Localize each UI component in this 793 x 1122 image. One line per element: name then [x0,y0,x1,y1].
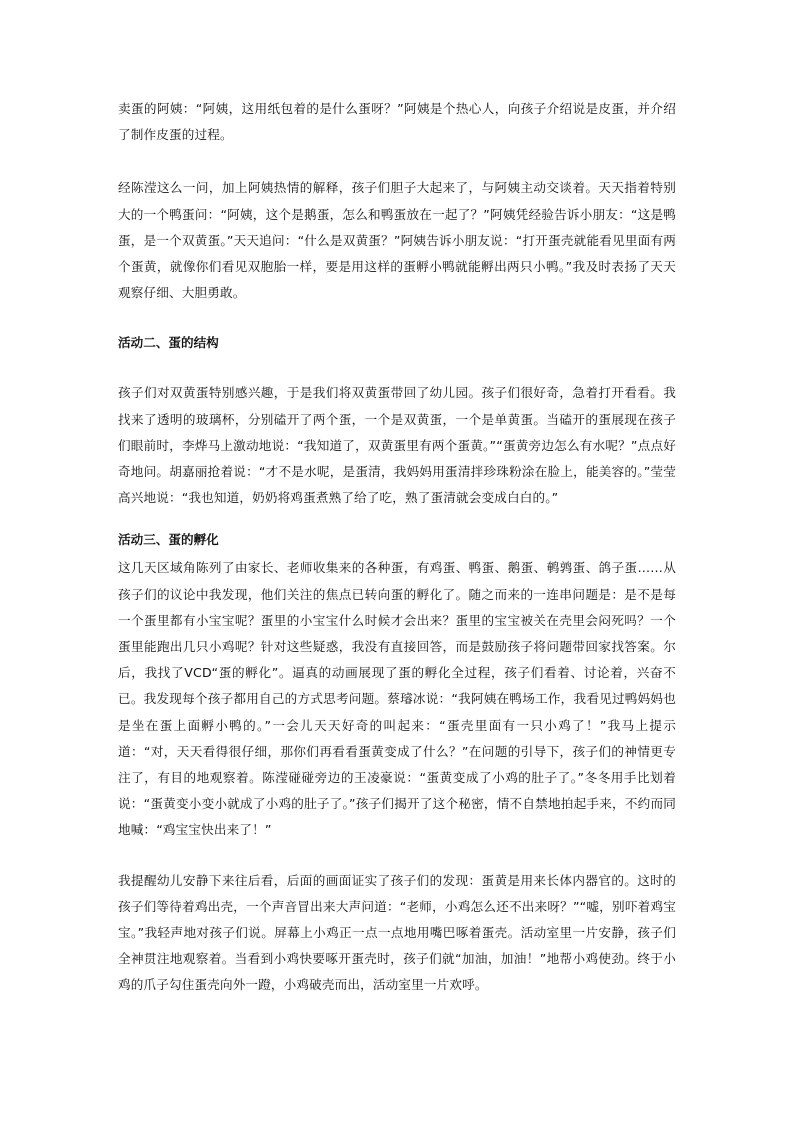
paragraph-double-yolk-question: 经陈滢这么一问，加上阿姨热情的解释，孩子们胆子大起来了，与阿姨主动交谈着。天天指着特别大的一个鸭蛋问：“阿姨，这个是鹅蛋，怎么和鸭蛋放在一起了？”阿姨凭经验告诉小朋友：“这是鸭蛋，是一个双黄蛋。”天天追问：“什么是双黄蛋？”阿姨告诉小朋友说：“打开蛋壳就能看见里面有两个蛋黄，就像你们看见双胞胎一样，要是用这样的蛋孵小鸭就能孵出两只小鸭。”我及时表扬了天天观察仔细、大胆勇敢。 [118,180,676,301]
section-heading-activity-3: 活动三、蛋的孵化 [118,532,219,548]
paragraph-egg-seller: 卖蛋的阿姨：“阿姨，这用纸包着的是什么蛋呀？”阿姨是个热心人，向孩子介绍说是皮蛋，并介绍了制作皮蛋的过程。 [118,101,676,143]
paragraph-chick-hatches: 我提醒幼儿安静下来往后看，后面的画面证实了孩子们的发现：蛋黄是用来长体内器官的。这时的孩子们等待着鸡出壳，一个声音冒出来大声问道：“老师，小鸡怎么还不出来呀？”“嘘，别吓着鸡宝宝。”我轻声地对孩子们说。屏幕上小鸡正一点一点地用嘴巴啄着蛋壳。活动室里一片安静，孩子们全神贯注地观察着。当看到小鸡快要啄开蛋壳时，孩子们就“加油，加油！”地帮小鸡使劲。终于小鸡的爪子勾住蛋壳向外一蹬，小鸡破壳而出，活动室里一片欢呼。 [118,872,676,993]
document-page [118,96,676,999]
paragraph-spacer [118,844,676,868]
paragraph-egg-hatching: 这几天区域角陈列了由家长、老师收集来的各种蛋，有鸡蛋、鸭蛋、鹅蛋、鹌鹑蛋、鸽子蛋……从孩子们的议论中我发现，他们关注的焦点已转向蛋的孵化了。随之而来的一连串问题是：是不是每一个蛋里都有小宝宝呢？蛋里的小宝宝什么时候才会出来？蛋里的宝宝被关在壳里会闷死吗？一个蛋里能跑出几只小鸡呢？针对这些疑惑，我没有直接回答，而是鼓励孩子将问题带回家找答案。尔后，我找了VCD“蛋的孵化”。逼真的动画展现了蛋的孵化全过程，孩子们看着、讨论着，兴奋不已。我发现每个孩子都用自己的方式思考问题。蔡璿冰说：“我阿姨在鸭场工作，我看见过鸭妈妈也是坐在蛋上面孵小鸭的。”一会儿天天好奇的叫起来：“蛋壳里面有一只小鸡了！”我马上提示道：“对，天天看得很仔细，那你们再看看蛋黄变成了什么？”在问题的引导下，孩子们的神情更专注了，有目的地观察着。陈滢碰碰旁边的王凌豪说：“蛋黄变成了小鸡的肚子了。”冬冬用手比划着说：“蛋黄变小变小就成了小鸡的肚子了。”孩子们揭开了这个秘密，情不自禁地拍起手来，不约而同地喊：“鸡宝宝快出来了！” [118,560,676,838]
paragraph-spacer [118,148,676,175]
paragraph-egg-structure: 孩子们对双黄蛋特别感兴趣，于是我们将双黄蛋带回了幼儿园。孩子们很好奇，急着打开看看。我找来了透明的玻璃杯，分别磕开了两个蛋，一个是双黄蛋，一个是单黄蛋。当磕开的蛋展现在孩子们眼前时，李烨马上激动地说：“我知道了，双黄蛋里有两个蛋黄。”“蛋黄旁边怎么有水呢？”点点好奇地问。胡嘉丽抢着说：“才不是水呢，是蛋清，我妈妈用蛋清拌珍珠粉涂在脸上，能美容的。”莹莹高兴地说：“我也知道，奶奶将鸡蛋煮熟了给了吃，熟了蛋清就会变成白白的。” [118,385,676,506]
section-heading-activity-2: 活动二、蛋的结构 [118,335,219,351]
paragraph-spacer [118,356,676,380]
paragraph-spacer [118,511,676,527]
paragraph-spacer [118,306,676,330]
